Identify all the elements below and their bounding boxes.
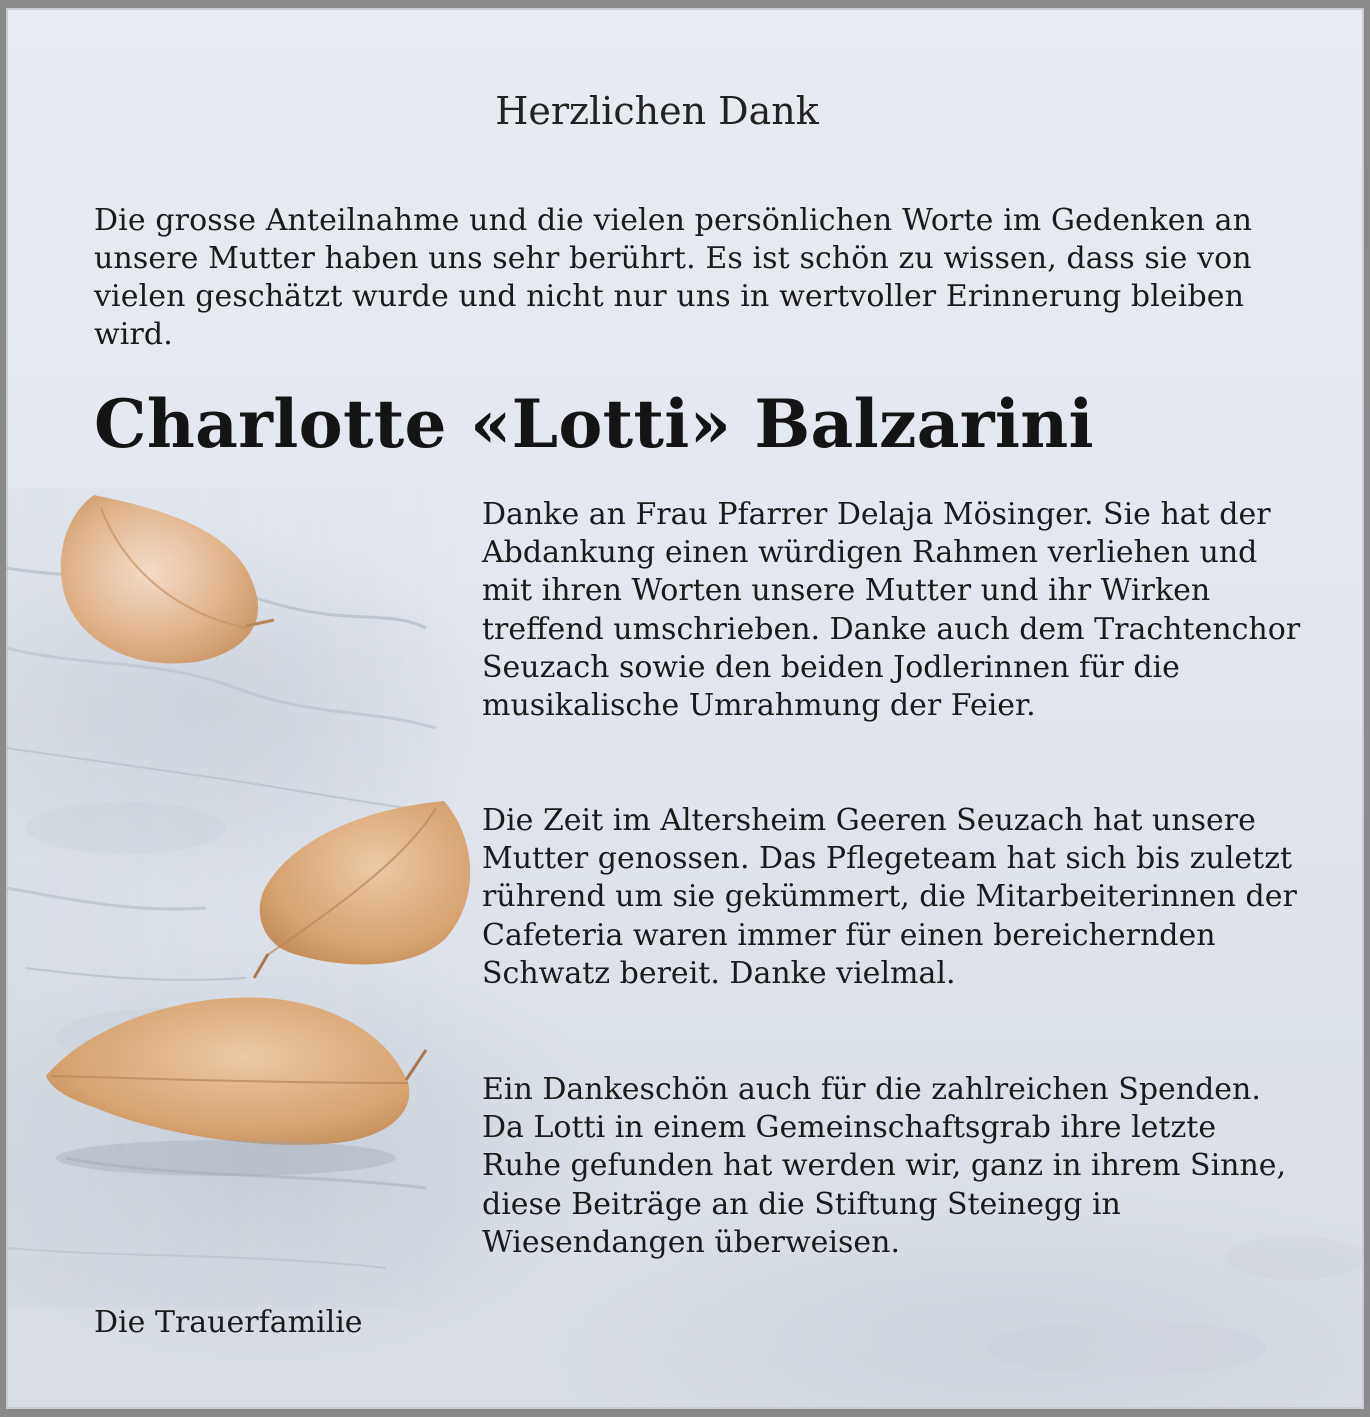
deceased-name: Charlotte «Lotti» Balzarini: [94, 385, 1094, 463]
obituary-notice-card: [6, 8, 1364, 1409]
thanks-paragraph-care-home: Die Zeit im Altersheim Geeren Seuzach hat unsere Mutter genossen. Das Pflegeteam hat sich bis zuletzt rührend um sie gekümmert, die Mitarbeiterinnen der Cafeteria waren immer für einen bereichernden Schwatz bereit. Danke vielmal.: [482, 803, 1297, 991]
intro-paragraph: Die grosse Anteilnahme und die vielen persönlichen Worte im Gedenken an unsere Mutter haben uns sehr berührt. Es ist schön zu wissen, dass sie von vielen geschätzt wurde und nicht nur uns in wertvoller Erinnerung bleiben wird.: [94, 203, 1253, 352]
thanks-paragraph-pastor: Danke an Frau Pfarrer Delaja Mösinger. Sie hat der Abdankung einen würdigen Rahmen verliehen und mit ihren Worten unsere Mutter und ihr Wirken treffend umschrieben. Danke auch dem Trachtenchor Seuzach sowie den beiden Jodlerinnen für die musikalische Umrahmung der Feier.: [482, 497, 1301, 724]
thanks-paragraph-donations: Ein Dankeschön auch für die zahlreichen Spenden. Da Lotti in einem Gemeinschaftsgrab ihre letzte Ruhe gefunden hat werden wir, ganz in ihrem Sinne, diese Beiträge an die Stiftung Steinegg in Wiesendangen überweisen.: [482, 1072, 1287, 1260]
signature: Die Trauerfamilie: [94, 1305, 363, 1340]
heading: Herzlichen Dank: [495, 89, 819, 133]
